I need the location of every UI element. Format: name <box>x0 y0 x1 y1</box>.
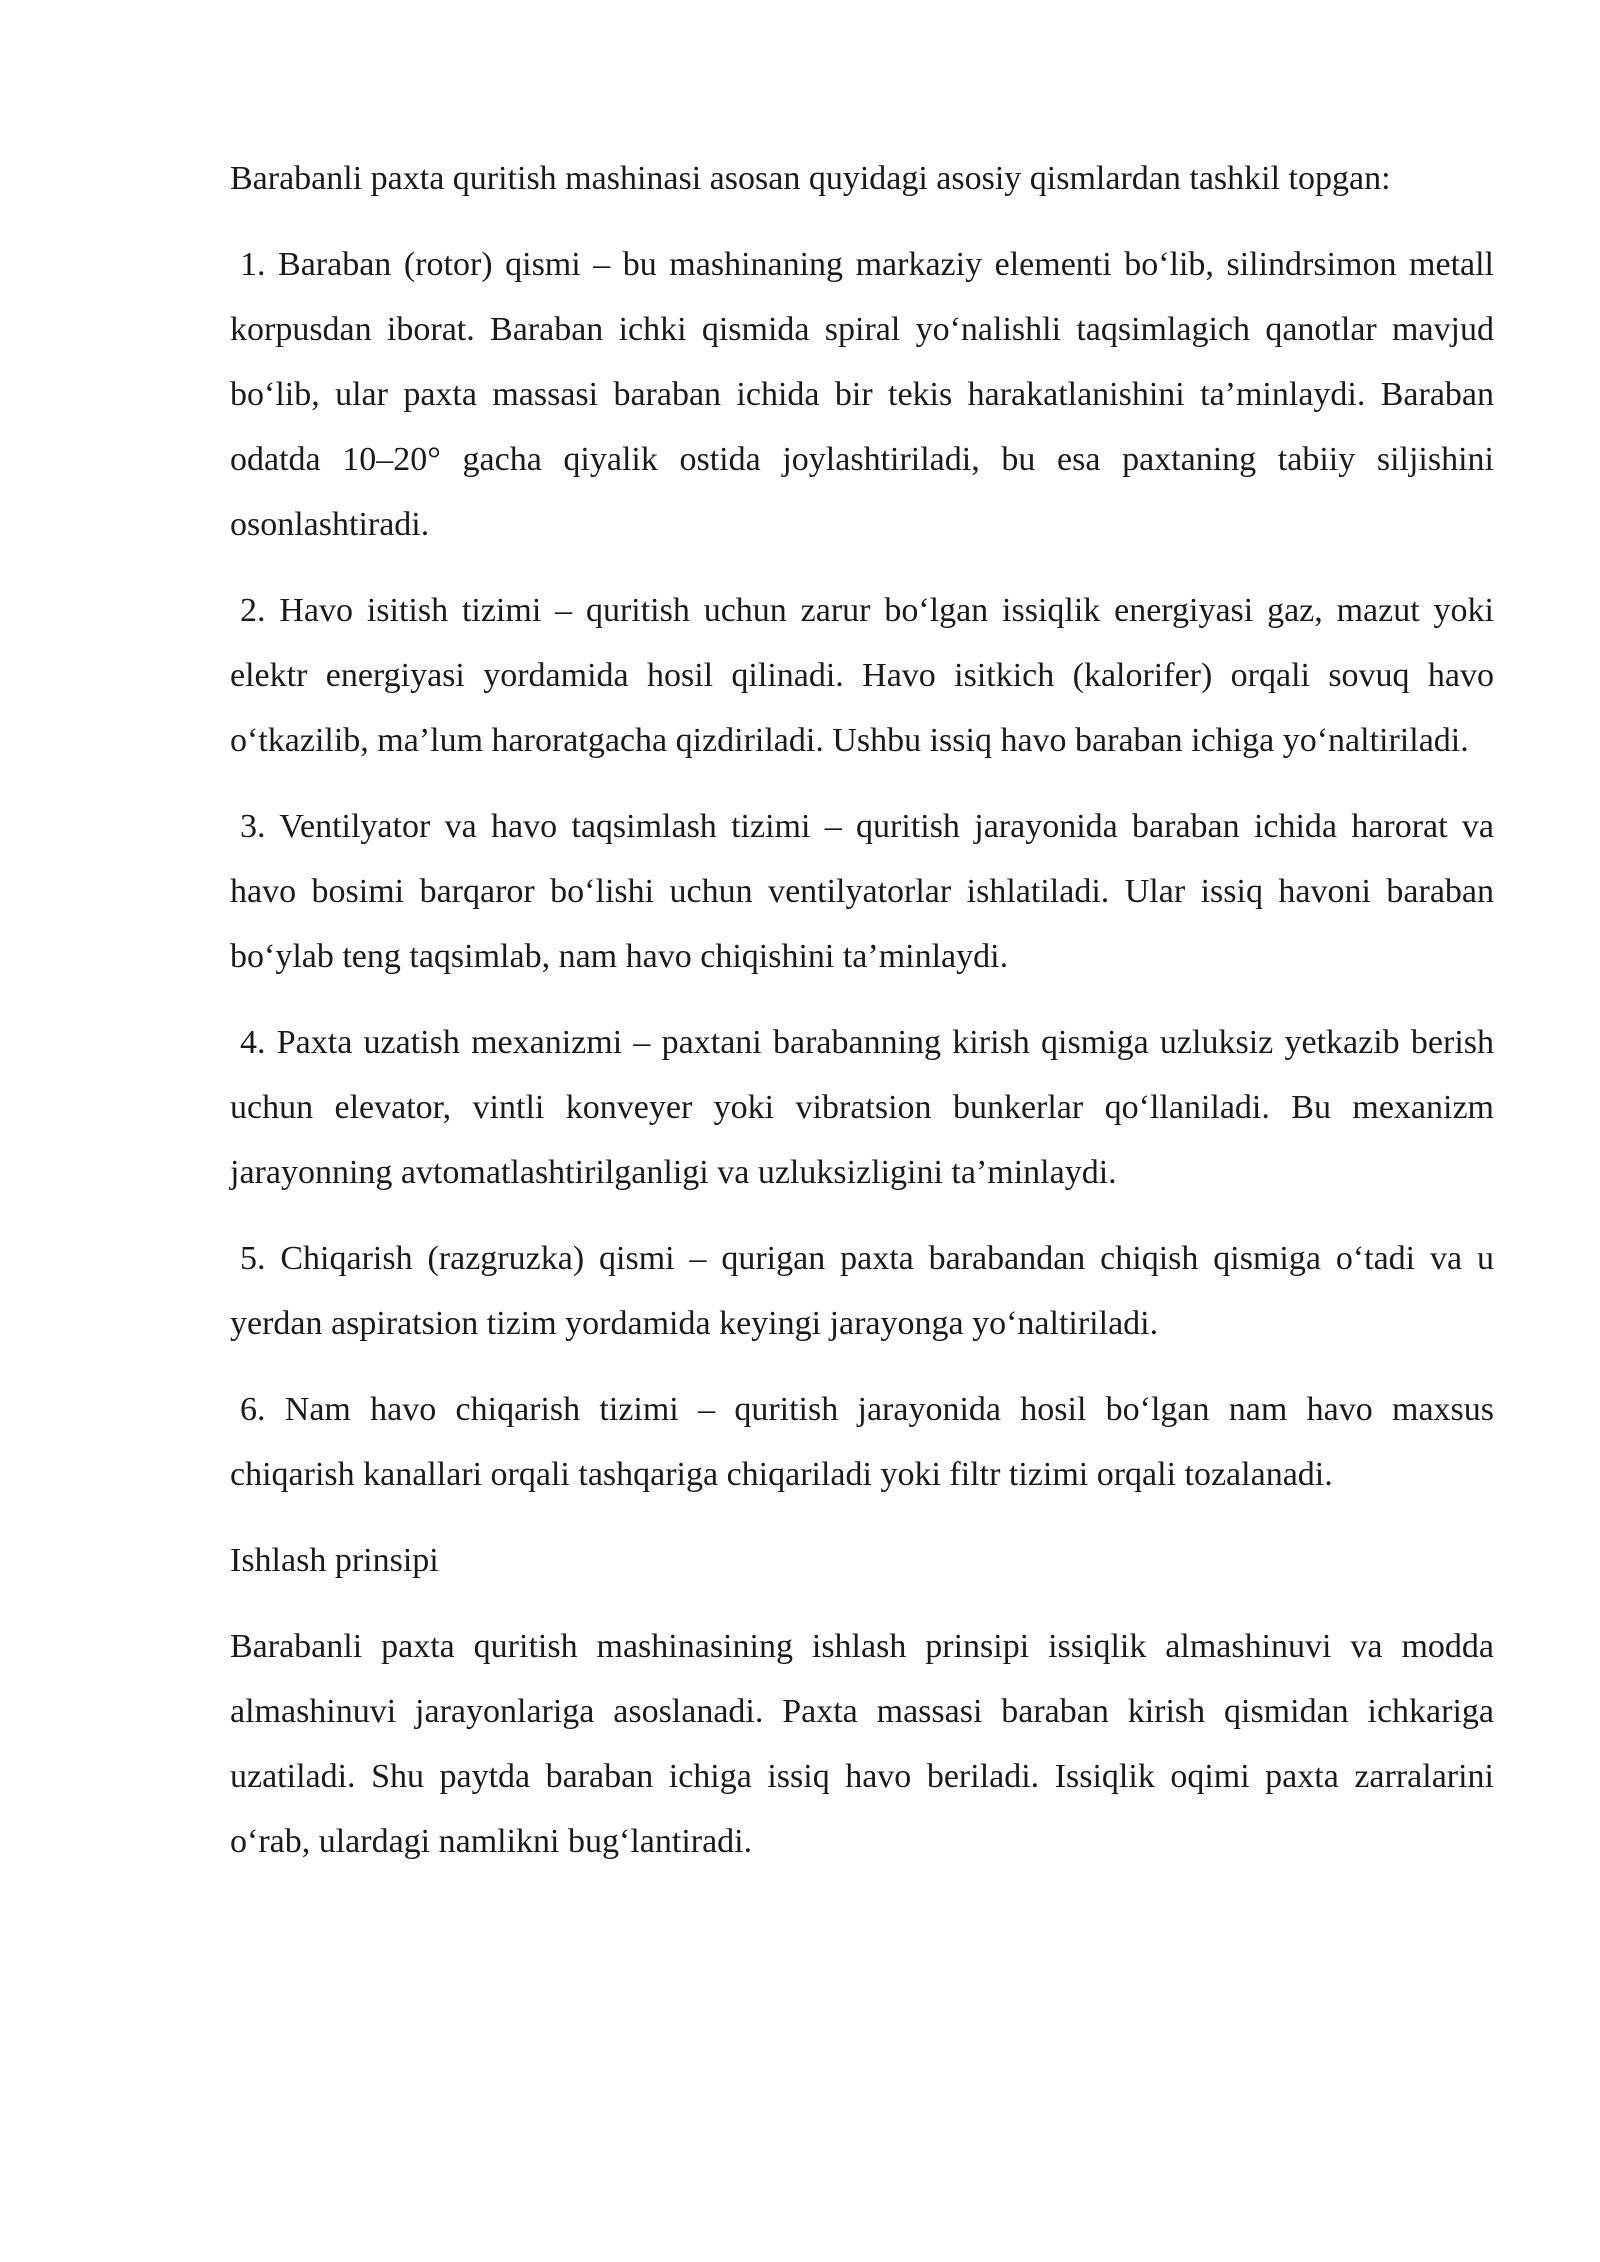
list-item-paxta-uzatish: 4. Paxta uzatish mexanizmi – paxtani barabanning kirish qismiga uzluksiz yetkazib berish uchun elevator, vintli konveyer yoki vibratsion bunkerlar qo‘llaniladi. Bu mexanizm jarayonning avtomatlashtirilganligi va uzluksizligini ta’minlaydi. <box>230 1024 1494 1191</box>
intro-paragraph: Barabanli paxta quritish mashinasi asosan quyidagi asosiy qismlardan tashkil topgan: <box>230 160 1391 197</box>
list-item-havo-isitish: 2. Havo isitish tizimi – quritish uchun zarur bo‘lgan issiqlik energiyasi gaz, mazut yoki elektr energiyasi yordamida hosil qilinadi. Havo isitkich (kalorifer) orqali sovuq havo o‘tkazilib, ma’lum haroratgacha qizdiriladi. Ushbu issiq havo baraban ichiga yo‘naltiriladi. <box>230 592 1494 759</box>
list-item-nam-havo: 6. Nam havo chiqarish tizimi – quritish jarayonida hosil bo‘lgan nam havo maxsus chiqarish kanallari orqali tashqariga chiqariladi yoki filtr tizimi orqali tozalanadi. <box>230 1391 1494 1493</box>
list-item-chiqarish: 5. Chiqarish (razgruzka) qismi – qurigan paxta barabandan chiqish qismiga o‘tadi va u yerdan aspiratsion tizim yordamida keyingi jarayonga yo‘naltiriladi. <box>230 1240 1494 1342</box>
section-heading: Ishlash prinsipi <box>230 1542 439 1579</box>
list-item-ventilyator: 3. Ventilyator va havo taqsimlash tizimi – quritish jarayonida baraban ichida harorat va havo bosimi barqaror bo‘lishi uchun ventilyatorlar ishlatiladi. Ular issiq havoni baraban bo‘ylab teng taqsimlab, nam havo chiqishini ta’minlaydi. <box>230 808 1494 975</box>
section-body-paragraph: Barabanli paxta quritish mashinasining ishlash prinsipi issiqlik almashinuvi va modda almashinuvi jarayonlariga asoslanadi. Paxta massasi baraban kirish qismidan ichkariga uzatiladi. Shu paytda baraban ichiga issiq havo beriladi. Issiqlik oqimi paxta zarralarini o‘rab, ulardagi namlikni bug‘lantiradi. <box>230 1628 1494 1860</box>
document-body <box>230 146 1494 1895</box>
list-item-baraban: 1. Baraban (rotor) qismi – bu mashinaning markaziy elementi bo‘lib, silindrsimon metall korpusdan iborat. Baraban ichki qismida spiral yo‘nalishli taqsimlagich qanotlar mavjud bo‘lib, ular paxta massasi baraban ichida bir tekis harakatlanishini ta’minlaydi. Baraban odatda 10–20° gacha qiyalik ostida joylashtiriladi, bu esa paxtaning tabiiy siljishini osonlashtiradi. <box>230 246 1494 543</box>
